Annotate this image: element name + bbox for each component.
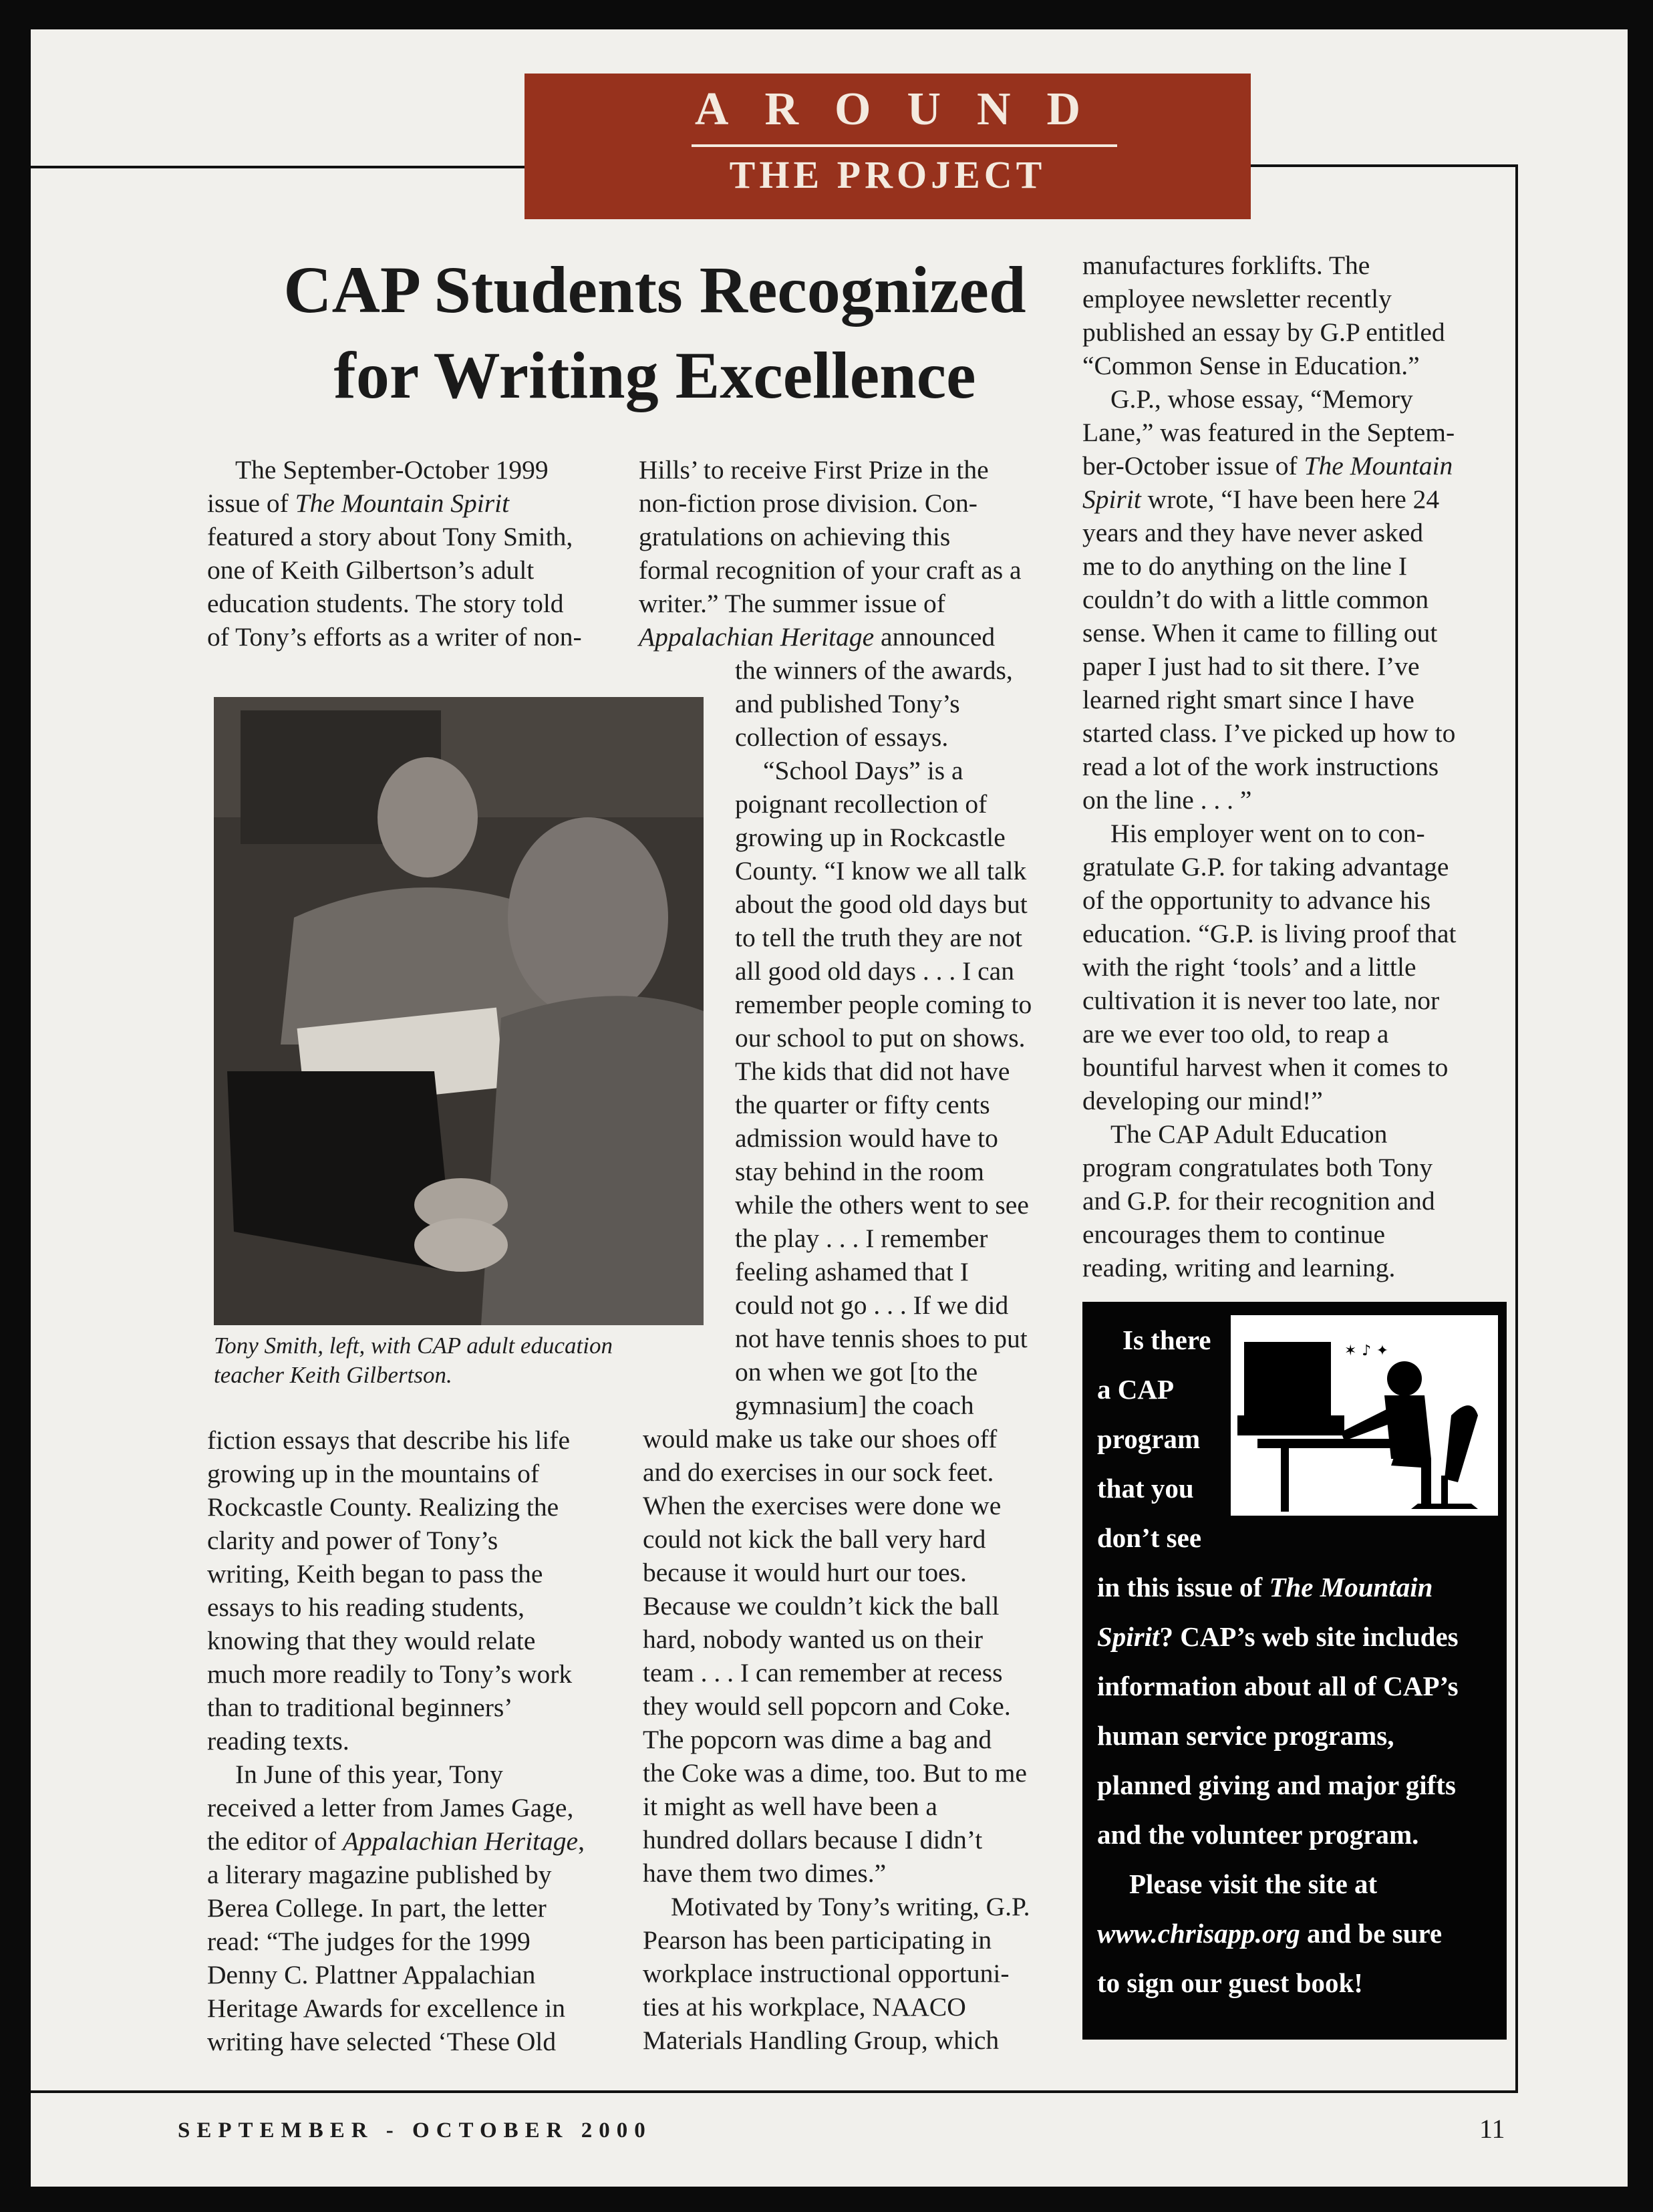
ad-text: ? CAP’s web site includes (1159, 1621, 1459, 1652)
ad-line: that you (1097, 1473, 1194, 1504)
text-line: gymnasium] the coach (735, 1391, 974, 1420)
photo-illustration (214, 697, 704, 1325)
text-line: could not go . . . If we did (735, 1290, 1009, 1320)
publication-title: Spirit (1082, 485, 1141, 514)
column-2-narrow (735, 654, 1069, 1422)
paragraph (207, 1758, 608, 2058)
text-line: a literary magazine published by (207, 1860, 552, 1889)
column-3 (1082, 249, 1510, 1284)
text-line: Rockcastle County. Realizing the (207, 1492, 559, 1522)
text-line: bountiful harvest when it comes to (1082, 1053, 1449, 1082)
text-line: Because we couldn’t kick the ball (643, 1591, 1000, 1621)
text-line: feeling ashamed that I (735, 1257, 969, 1286)
text-line: much more readily to Tony’s work (207, 1659, 573, 1689)
text-line: and do exercises in our sock feet. (643, 1458, 994, 1487)
text-line: In June of this year, Tony (235, 1760, 503, 1789)
computer-user-illustration (1231, 1315, 1498, 1516)
text-line: essays to his reading students, (207, 1593, 525, 1622)
column-1-top (207, 453, 608, 654)
text-line: started class. I’ve picked up how to (1082, 718, 1456, 748)
website-link[interactable]: www.chrisapp.org (1097, 1918, 1300, 1949)
text-line: His employer went on to con- (1110, 819, 1425, 848)
photo-caption (214, 1331, 668, 1390)
caption-line: Tony Smith, left, with CAP adult education (214, 1333, 613, 1359)
text-line: announced (874, 622, 996, 652)
text-line: me to do anything on the line I (1082, 551, 1407, 581)
text-line: poignant recollection of (735, 789, 988, 819)
text-line: Berea College. In part, the letter (207, 1893, 547, 1923)
ad-line: and the volunteer program. (1097, 1819, 1419, 1850)
paragraph (735, 654, 1069, 754)
text-line: the winners of the awards, (735, 656, 1013, 685)
banner-divider (692, 144, 1117, 147)
text-line: our school to put on shows. (735, 1023, 1026, 1053)
text-line: the quarter or fifty cents (735, 1090, 990, 1119)
paragraph (639, 453, 1066, 654)
text-line: education. “G.P. is living proof that (1082, 919, 1457, 948)
banner-line-1: AROUND (694, 84, 1117, 135)
computer-user-icon (1231, 1315, 1498, 1516)
publication-title: Spirit (1097, 1621, 1160, 1652)
paragraph (643, 1422, 1070, 1890)
text-line: The September-October 1999 (235, 455, 549, 485)
text-line: Hills’ to receive First Prize in the (639, 455, 989, 485)
text-line: clarity and power of Tony’s (207, 1526, 498, 1555)
text-line: employee newsletter recently (1082, 284, 1392, 313)
text-line: published an essay by G.P entitled (1082, 317, 1445, 347)
text-line: “School Days” is a (763, 756, 963, 785)
text-line: workplace instructional opportuni- (643, 1959, 1010, 1988)
text-line: not have tennis shoes to put (735, 1324, 1028, 1353)
ad-line: don’t see (1097, 1522, 1202, 1553)
ad-line: Is there (1122, 1325, 1211, 1355)
ad-line: planned giving and major gifts (1097, 1770, 1456, 1800)
text-line: the play . . . I remember (735, 1224, 988, 1253)
ad-line: Please visit the site at (1129, 1869, 1378, 1899)
text-line: remember people coming to (735, 990, 1032, 1019)
paragraph (1082, 382, 1510, 817)
text-line: paper I just had to sit there. I’ve (1082, 652, 1420, 681)
text-line: developing our mind!” (1082, 1086, 1323, 1115)
headline-line-2: for Writing Excellence (333, 338, 976, 412)
publication-title: The Mountain (1304, 451, 1453, 480)
text-line: because it would hurt our toes. (643, 1558, 967, 1587)
text-line: Heritage Awards for excellence in (207, 1993, 565, 2023)
text-line: received a letter from James Gage, (207, 1793, 574, 1822)
text-line: program congratulates both Tony (1082, 1153, 1433, 1182)
text-line: read: “The judges for the 1999 (207, 1927, 531, 1956)
text-line: G.P., whose essay, “Memory (1110, 384, 1413, 414)
text-line: When the exercises were done we (643, 1491, 1002, 1520)
text-line: “Common Sense in Education.” (1082, 351, 1420, 380)
text-line: ber-October issue of (1082, 451, 1304, 480)
text-line: , (578, 1826, 585, 1856)
text-line: reading texts. (207, 1726, 349, 1756)
text-line: and published Tony’s (735, 689, 960, 718)
frame-top-right-rule (1251, 164, 1518, 167)
text-line: on when we got [to the (735, 1357, 978, 1387)
text-line: than to traditional beginners’ (207, 1693, 513, 1722)
ad-line (1097, 1612, 1459, 1661)
text-line: sense. When it came to filling out (1082, 618, 1438, 648)
paragraph (1082, 1117, 1510, 1284)
ad-line (1097, 1562, 1433, 1612)
website-ad-box (1082, 1302, 1507, 2040)
frame-bottom-rule (31, 2090, 1518, 2093)
text-line: all good old days . . . I can (735, 956, 1014, 986)
text-line: wrote, “I have been here 24 (1141, 485, 1440, 514)
ad-line: information about all of CAP’s (1097, 1671, 1459, 1701)
text-line: Motivated by Tony’s writing, G.P. (671, 1892, 1030, 1921)
text-line: Denny C. Plattner Appalachian (207, 1960, 536, 1989)
text-line: ties at his workplace, NAACO (643, 1992, 966, 2022)
text-line: Pearson has been participating in (643, 1925, 992, 1955)
text-line: writing have selected ‘These Old (207, 2027, 557, 2056)
text-line: have them two dimes.” (643, 1858, 887, 1888)
text-line: manufactures forklifts. The (1082, 251, 1370, 280)
text-line: to tell the truth they are not (735, 923, 1022, 952)
text-line: admission would have to (735, 1123, 998, 1153)
text-line: collection of essays. (735, 722, 949, 752)
text-line: writer.” The summer issue of (639, 589, 945, 618)
text-line: The CAP Adult Education (1110, 1119, 1388, 1149)
text-line: couldn’t do with a little common (1082, 585, 1429, 614)
article-headline (200, 247, 1109, 418)
ad-line: to sign our guest book! (1097, 1967, 1363, 1998)
text-line: growing up in the mountains of (207, 1459, 539, 1488)
paragraph (643, 1890, 1070, 2057)
headline-line-1: CAP Students Recognized (283, 253, 1026, 327)
text-line: gratulate G.P. for taking advantage (1082, 852, 1449, 881)
paragraph (207, 453, 608, 654)
text-line: read a lot of the work instructions (1082, 752, 1439, 781)
text-line: of Tony’s efforts as a writer of non- (207, 622, 582, 652)
paragraph (735, 754, 1069, 1422)
text-line: the Coke was a dime, too. But to me (643, 1758, 1027, 1788)
text-line: issue of (207, 489, 295, 518)
text-line: Materials Handling Group, which (643, 2026, 1000, 2055)
text-line: growing up in Rockcastle (735, 823, 1006, 852)
text-line: stay behind in the room (735, 1157, 984, 1186)
text-line: with the right ‘tools’ and a little (1082, 952, 1416, 982)
ad-line (1097, 1909, 1442, 1958)
ad-line: a CAP (1097, 1374, 1175, 1405)
article-photo (214, 697, 704, 1325)
text-line: education students. The story told (207, 589, 564, 618)
text-line: of the opportunity to advance his (1082, 885, 1431, 915)
text-line: one of Keith Gilbertson’s adult (207, 555, 535, 585)
text-line: fiction essays that describe his life (207, 1425, 570, 1455)
text-line: the editor of (207, 1826, 343, 1856)
page-number: 11 (1479, 2114, 1505, 2144)
publication-title: The Mountain Spirit (295, 489, 510, 518)
frame-right-rule (1515, 164, 1518, 2093)
paragraph (207, 1423, 608, 1758)
text-line: they would sell popcorn and Coke. (643, 1691, 1011, 1721)
text-line: it might as well have been a (643, 1792, 937, 1821)
text-line: cultivation it is never too late, nor (1082, 986, 1440, 1015)
text-line: The popcorn was dime a bag and (643, 1725, 992, 1754)
caption-line: teacher Keith Gilbertson. (214, 1362, 452, 1388)
paragraph (1082, 817, 1510, 1117)
text-line: and G.P. for their recognition and (1082, 1186, 1435, 1216)
text-line: learned right smart since I have (1082, 685, 1414, 714)
paragraph (1082, 249, 1510, 382)
text-line: encourages them to continue (1082, 1220, 1385, 1249)
ad-text: and be sure (1300, 1918, 1443, 1949)
text-line: Lane,” was featured in the Septem- (1082, 418, 1455, 447)
text-line: hard, nobody wanted us on their (643, 1625, 984, 1654)
publication-title: Appalachian Heritage (342, 1826, 579, 1856)
text-line: reading, writing and learning. (1082, 1253, 1396, 1282)
ad-line: program (1097, 1423, 1201, 1454)
text-line: writing, Keith began to pass the (207, 1559, 543, 1588)
column-2-bottom (643, 1422, 1070, 2057)
text-line: team . . . I can remember at recess (643, 1658, 1003, 1687)
text-line: County. “I know we all talk (735, 856, 1027, 885)
text-line: hundred dollars because I didn’t (643, 1825, 983, 1854)
text-line: knowing that they would relate (207, 1626, 536, 1655)
text-line: featured a story about Tony Smith, (207, 522, 573, 551)
text-line: could not kick the ball very hard (643, 1524, 986, 1554)
column-1-bottom (207, 1423, 608, 2058)
issue-date-footer: SEPTEMBER - OCTOBER 2000 (178, 2118, 652, 2142)
text-line: years and they have never asked (1082, 518, 1423, 547)
publication-title: The Mountain (1269, 1572, 1433, 1603)
text-line: The kids that did not have (735, 1057, 1010, 1086)
publication-title: Appalachian Heritage (639, 622, 875, 652)
text-line: non-fiction prose division. Con- (639, 489, 978, 518)
ad-line: human service programs, (1097, 1720, 1394, 1751)
banner-line-2: THE PROJECT (729, 153, 1046, 196)
text-line: are we ever too old, to reap a (1082, 1019, 1389, 1049)
text-line: would make us take our shoes off (643, 1424, 998, 1454)
text-line: formal recognition of your craft as a (639, 555, 1022, 585)
svg-text:✶ ♪ ✦: ✶ ♪ ✦ (1344, 1343, 1389, 1359)
section-banner (524, 74, 1251, 219)
text-line: while the others went to see (735, 1190, 1029, 1220)
text-line: about the good old days but (735, 889, 1028, 919)
column-2-top (639, 453, 1066, 654)
text-line: gratulations on achieving this (639, 522, 951, 551)
text-line: on the line . . . ” (1082, 785, 1252, 815)
frame-top-left-rule (31, 166, 525, 168)
ad-text: in this issue of (1097, 1572, 1269, 1603)
